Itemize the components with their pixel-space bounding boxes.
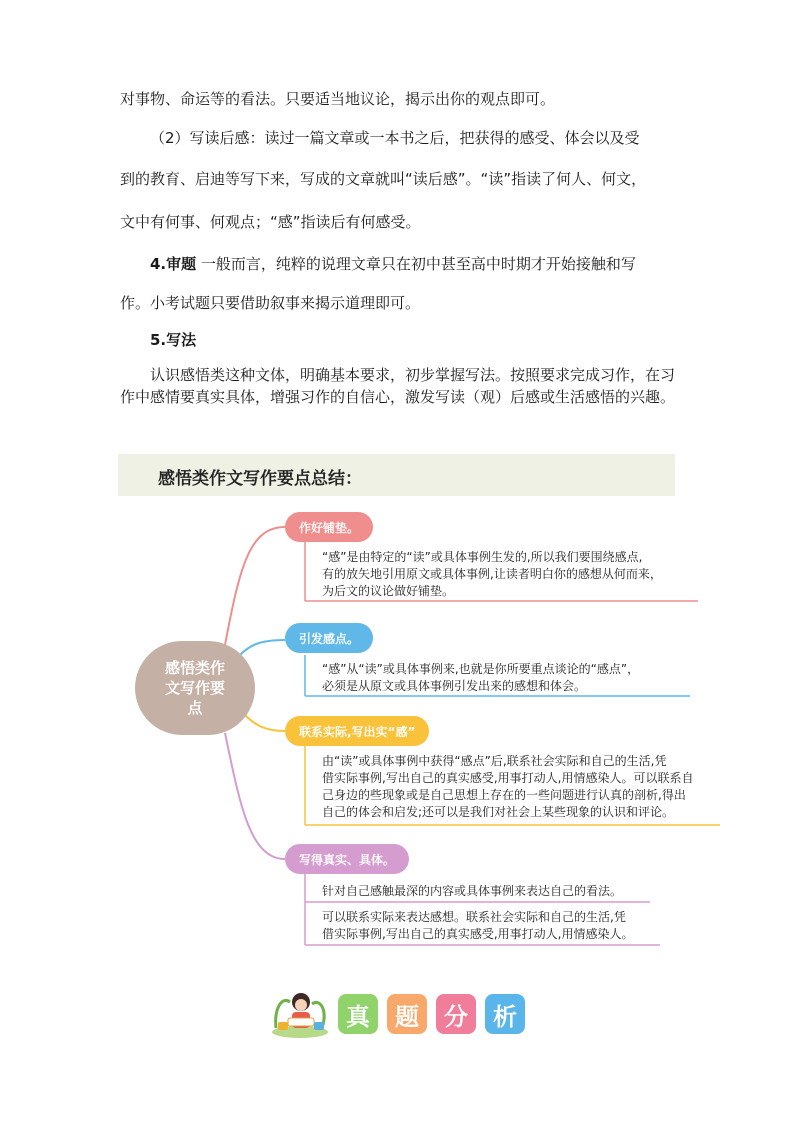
connector-blue <box>240 640 285 655</box>
branch-tag-2: 引发感点。 <box>285 623 373 653</box>
reading-girl-illustration <box>270 988 332 1040</box>
tile-fen: 分 <box>436 994 476 1034</box>
paragraph-line: 对事物、命运等的看法。只要适当地议论，揭示出你的观点即可。 <box>120 90 556 108</box>
desc-line: 为后文的议论做好铺垫。 <box>322 584 455 598</box>
paragraph-line: 文中有何事、何观点；“感”指读后有何感受。 <box>120 213 421 231</box>
tile-xi: 析 <box>485 994 525 1034</box>
paragraph-line: 到的教育、启迪等写下来，写成的文章就叫“读后感”。“读”指读了何人、何文， <box>120 170 647 188</box>
xiefa-heading <box>150 329 196 350</box>
paragraph-line: （2）写读后感：读过一篇文章或一本书之后，把获得的感受、体会以及受 <box>150 129 640 147</box>
branch-desc-3 <box>322 753 693 821</box>
desc-line: “感”是由特定的“读”或具体事例生发的,所以我们要围绕感点, <box>322 550 643 564</box>
desc-line: 必须是从原文或具体事例引发出来的感想和体会。 <box>322 679 587 693</box>
summary-title: 感悟类作文写作要点总结： <box>158 469 362 489</box>
branch-tag-4: 写得真实、具体。 <box>285 844 409 874</box>
shenti-text: 一般而言，纯粹的说理文章只在初中甚至高中时期才开始接触和写 <box>196 255 636 273</box>
desc-line: 借实际事例,写出自己的真实感受,用事打动人,用情感染人。可以联系自 <box>322 771 694 785</box>
center-label: 感悟类作文写作要点 <box>165 659 226 717</box>
desc-line: 由“读”或具体事例中获得“感点”后,联系社会实际和自己的生活,凭 <box>322 754 667 768</box>
desc-line: 可以联系实际来表达感想。联系社会实际和自己的生活,凭 <box>322 910 626 924</box>
branch-tag-1: 作好铺垫。 <box>285 512 373 542</box>
paragraph-line: 作。小考试题只要借助叙事来揭示道理即可。 <box>120 294 421 312</box>
branch-desc-4a <box>322 883 622 900</box>
branch-tag-3: 联系实际,写出实“感” <box>285 716 429 746</box>
connector-red <box>225 527 285 645</box>
tile-ti: 题 <box>387 994 427 1034</box>
branch-desc-4b <box>322 909 633 943</box>
analysis-banner <box>270 988 530 1038</box>
branch-desc-1 <box>322 549 662 600</box>
summary-bar <box>118 454 675 496</box>
desc-line: 针对自己感触最深的内容或具体事例来表达自己的看法。 <box>322 884 623 898</box>
desc-line: 借实际事例,写出自己的真实感受,用事打动人,用情感染人。 <box>322 927 634 941</box>
mindmap-center-node <box>135 641 255 735</box>
tile-zhen: 真 <box>338 994 378 1034</box>
xiefa-label: 5.写法 <box>150 331 197 349</box>
desc-line: 自己的体会和启发;还可以是我们对社会上某些现象的认识和评论。 <box>322 805 675 819</box>
branch-desc-2 <box>322 661 639 695</box>
shenti-line <box>150 253 636 274</box>
xiefa-paragraph: 认识感悟类这种文体，明确基本要求，初步掌握写法。按照要求完成习作，在习作中感情要真实具体，增强习作的自信心，激发写读（观）后感或生活感悟的兴趣。 <box>120 366 676 406</box>
desc-line: “感”从“读”或具体事例来,也就是你所要重点谈论的“感点”， <box>322 662 640 676</box>
desc-line: 有的放矢地引用原文或具体事例,让读者明白你的感想从何而来， <box>322 567 662 581</box>
shenti-heading: 4.审题 <box>150 255 197 273</box>
mindmap <box>130 505 740 955</box>
desc-line: 己身边的些现象或是自己思想上存在的一些问题进行认真的剖析,得出 <box>322 788 686 802</box>
connector-purple <box>225 733 285 859</box>
connector-yellow <box>245 715 285 731</box>
